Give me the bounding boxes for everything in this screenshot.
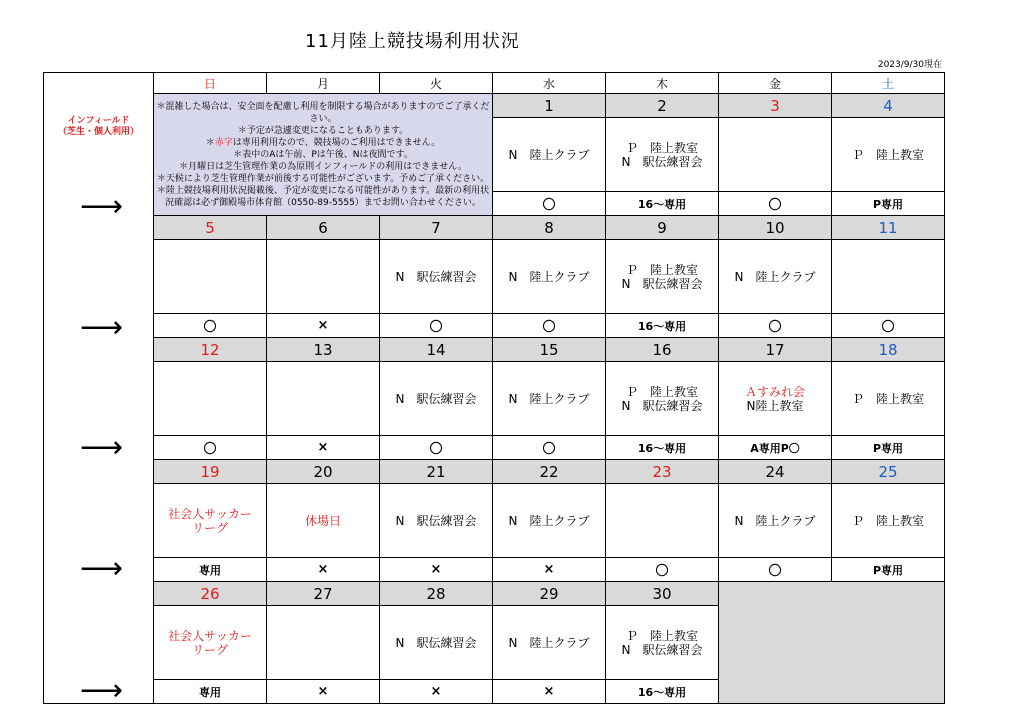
event-cell bbox=[267, 362, 380, 436]
event-cell bbox=[493, 118, 606, 192]
day-number: 9 bbox=[606, 216, 719, 240]
status-cell: × bbox=[380, 680, 493, 704]
event-cell bbox=[493, 240, 606, 314]
event-cell bbox=[832, 484, 945, 558]
event-cell bbox=[493, 606, 606, 680]
status-cell: × bbox=[267, 558, 380, 582]
status-cell: 〇 bbox=[719, 558, 832, 582]
status-cell: 専用 bbox=[154, 558, 267, 582]
event-cell bbox=[606, 606, 719, 680]
calendar-table bbox=[43, 72, 945, 708]
status-cell: × bbox=[493, 558, 606, 582]
event-cell bbox=[380, 484, 493, 558]
event-line: N 陸上クラブ bbox=[508, 391, 590, 406]
day-number: 21 bbox=[380, 460, 493, 484]
day-number: 7 bbox=[380, 216, 493, 240]
day-number: 29 bbox=[493, 582, 606, 606]
status-cell: × bbox=[380, 558, 493, 582]
status-cell: A専用P〇 bbox=[719, 436, 832, 460]
day-number: 12 bbox=[154, 338, 267, 362]
event-cell bbox=[832, 118, 945, 192]
event-line: Ｐ 陸上教室 bbox=[851, 391, 924, 406]
status-cell: 〇 bbox=[493, 192, 606, 216]
event-cell bbox=[719, 240, 832, 314]
event-line: リーグ bbox=[191, 520, 228, 535]
status-cell: 〇 bbox=[606, 558, 719, 582]
note-line: ＊陸上競技場利用状況掲載後、予定が変更になる可能性があります。最新の利用状況確認は必ず御殿場市体育館（0550-89-5555）までお問い合わせください。 bbox=[156, 185, 490, 208]
event-line: Ｐ 陸上教室 bbox=[625, 262, 698, 277]
status-cell: 16～専用 bbox=[606, 314, 719, 338]
status-cell: 〇 bbox=[380, 314, 493, 338]
event-cell bbox=[606, 484, 719, 558]
status-cell: 〇 bbox=[719, 314, 832, 338]
red-text-emphasis: 赤字 bbox=[214, 137, 233, 148]
day-number: 24 bbox=[719, 460, 832, 484]
arrow-icon: ⟶ bbox=[80, 673, 124, 708]
event-cell bbox=[380, 362, 493, 436]
status-cell: 〇 bbox=[493, 436, 606, 460]
status-cell: P専用 bbox=[832, 436, 945, 460]
note-line: ＊天候により芝生管理作業が前後する可能性がございます。予めご了承ください。 bbox=[156, 173, 490, 184]
day-number: 10 bbox=[719, 216, 832, 240]
event-cell bbox=[493, 362, 606, 436]
note-line: ＊月曜日は芝生管理作業の為原則インフィールドの利用はできません。 bbox=[179, 161, 467, 172]
status-cell: P専用 bbox=[832, 558, 945, 582]
day-number: 19 bbox=[154, 460, 267, 484]
arrow-icon: ⟶ bbox=[80, 430, 124, 465]
event-cell bbox=[380, 606, 493, 680]
day-number: 16 bbox=[606, 338, 719, 362]
event-line: 休場日 bbox=[304, 513, 341, 528]
event-cell bbox=[380, 240, 493, 314]
day-number: 30 bbox=[606, 582, 719, 606]
day-number: 11 bbox=[832, 216, 945, 240]
status-cell: × bbox=[267, 314, 380, 338]
event-line: N 駅伝練習会 bbox=[621, 398, 703, 413]
header-thu: 木 bbox=[606, 73, 719, 94]
header-sun: 日 bbox=[154, 73, 267, 94]
event-line: N 駅伝練習会 bbox=[621, 154, 703, 169]
status-cell: 〇 bbox=[380, 436, 493, 460]
event-cell bbox=[832, 362, 945, 436]
status-cell: × bbox=[267, 680, 380, 704]
day-number: 1 bbox=[493, 94, 606, 118]
event-line: Ｐ 陸上教室 bbox=[625, 384, 698, 399]
day-number: 22 bbox=[493, 460, 606, 484]
event-line: Ａすみれ会 bbox=[744, 384, 805, 399]
event-line: Ｐ 陸上教室 bbox=[625, 140, 698, 155]
event-line: N 駅伝練習会 bbox=[395, 513, 477, 528]
status-cell: 〇 bbox=[832, 314, 945, 338]
event-cell bbox=[154, 606, 267, 680]
arrow-icon: ⟶ bbox=[80, 551, 124, 586]
event-cell bbox=[606, 362, 719, 436]
day-number: 13 bbox=[267, 338, 380, 362]
day-number: 28 bbox=[380, 582, 493, 606]
event-line: N 陸上クラブ bbox=[734, 513, 816, 528]
day-number: 25 bbox=[832, 460, 945, 484]
page-title: 11月陸上競技場利用状況 bbox=[305, 31, 520, 52]
note-line: ＊予定が急遽変更になることもあります。 bbox=[237, 125, 409, 136]
day-number: 18 bbox=[832, 338, 945, 362]
event-cell bbox=[267, 240, 380, 314]
event-cell bbox=[719, 362, 832, 436]
event-line: N 駅伝練習会 bbox=[395, 269, 477, 284]
day-number: 3 bbox=[719, 94, 832, 118]
as-of-date: 2023/9/30現在 bbox=[877, 60, 942, 70]
event-line: N 陸上クラブ bbox=[734, 269, 816, 284]
event-line: N 陸上クラブ bbox=[508, 147, 590, 162]
event-line: Ｐ 陸上教室 bbox=[851, 147, 924, 162]
status-cell: 16～専用 bbox=[606, 192, 719, 216]
event-line: N 陸上クラブ bbox=[508, 635, 590, 650]
arrow-icon: ⟶ bbox=[80, 189, 124, 224]
event-line: 社会人サッカー bbox=[168, 506, 252, 521]
status-cell: 16～専用 bbox=[606, 436, 719, 460]
header-sat: 土 bbox=[832, 73, 945, 94]
day-number: 15 bbox=[493, 338, 606, 362]
event-line: N 駅伝練習会 bbox=[395, 391, 477, 406]
status-cell: × bbox=[267, 436, 380, 460]
event-line: Ｐ 陸上教室 bbox=[625, 628, 698, 643]
note-line: ＊表中のAは午前、Pは午後、Nは夜間です。 bbox=[233, 149, 413, 160]
event-line: Ｐ 陸上教室 bbox=[851, 513, 924, 528]
event-cell bbox=[154, 240, 267, 314]
event-cell bbox=[832, 240, 945, 314]
day-number: 17 bbox=[719, 338, 832, 362]
usage-notes bbox=[154, 94, 493, 216]
event-cell bbox=[606, 118, 719, 192]
day-number: 20 bbox=[267, 460, 380, 484]
day-number: 27 bbox=[267, 582, 380, 606]
status-cell: 16～専用 bbox=[606, 680, 719, 704]
day-number: 8 bbox=[493, 216, 606, 240]
note-line: ＊赤字は専用利用なので、競技場のご利用はできません。 bbox=[205, 137, 441, 148]
header-mon: 月 bbox=[267, 73, 380, 94]
event-cell bbox=[493, 484, 606, 558]
status-cell: × bbox=[493, 680, 606, 704]
event-line: N 駅伝練習会 bbox=[621, 642, 703, 657]
day-number: 2 bbox=[606, 94, 719, 118]
event-cell bbox=[719, 484, 832, 558]
day-number: 5 bbox=[154, 216, 267, 240]
day-number: 4 bbox=[832, 94, 945, 118]
empty-cell bbox=[719, 582, 945, 704]
event-line: 社会人サッカー bbox=[168, 628, 252, 643]
day-number: 26 bbox=[154, 582, 267, 606]
sidebar-column bbox=[44, 73, 154, 708]
status-cell: 〇 bbox=[154, 436, 267, 460]
infield-label: インフィールド （芝生・個人利用） bbox=[57, 116, 139, 137]
day-number: 23 bbox=[606, 460, 719, 484]
event-line: N 陸上クラブ bbox=[508, 513, 590, 528]
status-cell: 〇 bbox=[154, 314, 267, 338]
status-cell: 〇 bbox=[493, 314, 606, 338]
event-cell bbox=[719, 118, 832, 192]
event-cell bbox=[154, 484, 267, 558]
event-cell bbox=[154, 362, 267, 436]
header-wed: 水 bbox=[493, 73, 606, 94]
arrow-icon: ⟶ bbox=[80, 310, 124, 345]
header-tue: 火 bbox=[380, 73, 493, 94]
status-cell: P専用 bbox=[832, 192, 945, 216]
day-number: 6 bbox=[267, 216, 380, 240]
day-number: 14 bbox=[380, 338, 493, 362]
event-line: リーグ bbox=[191, 642, 228, 657]
note-line: ＊混雑した場合は、安全面を配慮し利用を制限する場合がありますのでご了承ください。 bbox=[156, 101, 490, 124]
status-cell: 専用 bbox=[154, 680, 267, 704]
event-cell bbox=[606, 240, 719, 314]
event-line: N陸上教室 bbox=[746, 398, 804, 413]
event-cell bbox=[267, 484, 380, 558]
event-line: N 駅伝練習会 bbox=[395, 635, 477, 650]
event-line: N 陸上クラブ bbox=[508, 269, 590, 284]
header-fri: 金 bbox=[719, 73, 832, 94]
event-cell bbox=[267, 606, 380, 680]
status-cell: 〇 bbox=[719, 192, 832, 216]
event-line: N 駅伝練習会 bbox=[621, 276, 703, 291]
